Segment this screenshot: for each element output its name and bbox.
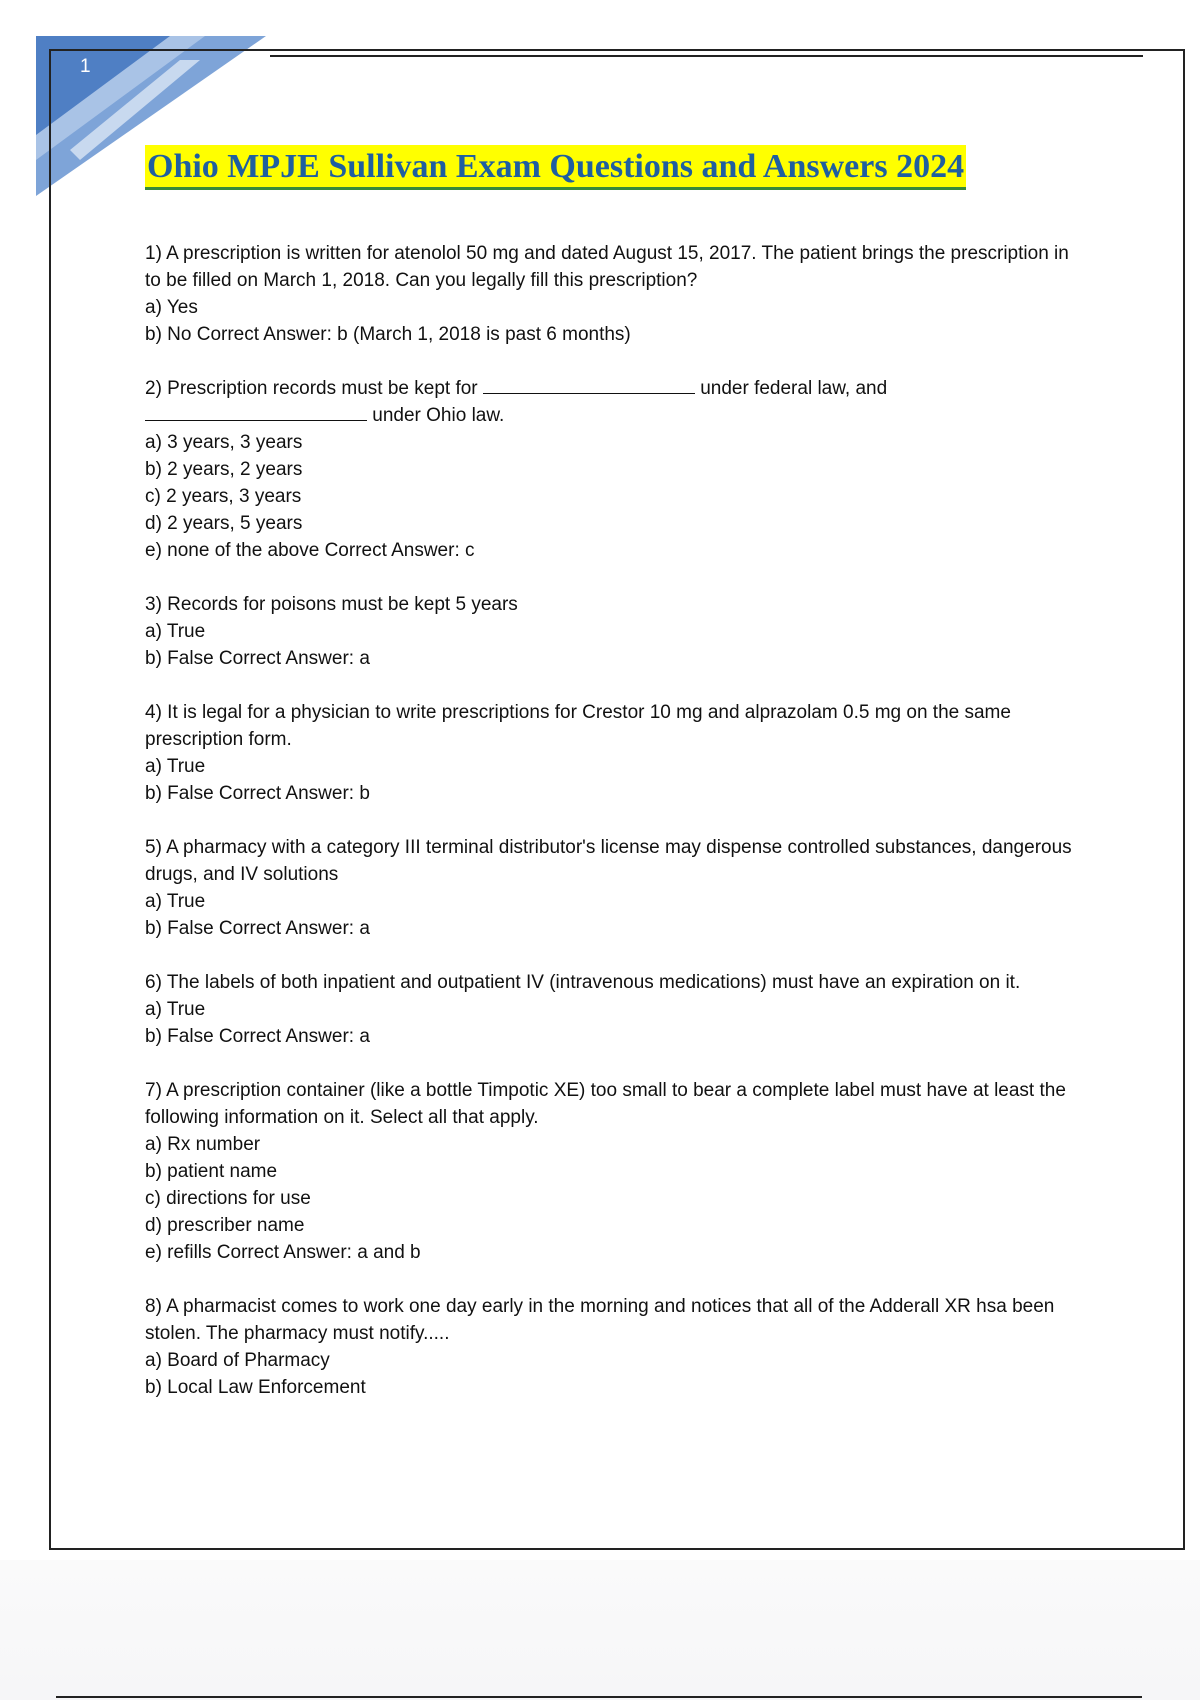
answer-option: a) 3 years, 3 years [145, 432, 303, 453]
answer-option: a) True [145, 756, 206, 777]
question-text: 4) It is legal for a physician to write prescriptions for Crestor 10 mg and alprazolam 0.5 mg on the same prescription form. [145, 702, 1011, 750]
page-bottom-area [0, 1560, 1200, 1700]
answer-option: a) True [145, 999, 206, 1020]
answer-option: d) prescriber name [145, 1215, 305, 1236]
answer-option: a) Yes [145, 297, 198, 318]
answer-option: b) Local Law Enforcement [145, 1377, 366, 1398]
footer-rule [56, 1696, 1142, 1698]
fill-in-blank [483, 375, 695, 394]
question-5 [145, 834, 1075, 942]
answer-option: a) True [145, 891, 206, 912]
question-text: 5) A pharmacy with a category III terminal distributor's license may dispense controlled substances, dangerous drugs, and IV solutions [145, 837, 1072, 885]
question-text: 1) A prescription is written for atenolol 50 mg and dated August 15, 2017. The patient brings the prescription in to be filled on March 1, 2018. Can you legally fill this prescription? [145, 243, 1069, 291]
answer-option: a) Rx number [145, 1134, 261, 1155]
question-text-part: 2) Prescription records must be kept for [145, 378, 483, 399]
question-text-part: under federal law, and [694, 378, 888, 399]
answer-option: b) No Correct Answer: b (March 1, 2018 is past 6 months) [145, 324, 631, 345]
answer-option: c) directions for use [145, 1188, 311, 1209]
question-4 [145, 699, 1075, 807]
answer-option: b) False Correct Answer: b [145, 783, 370, 804]
question-7 [145, 1077, 1075, 1266]
question-text: 7) A prescription container (like a bottle Timpotic XE) too small to bear a complete label must have at least the following information on it. Select all that apply. [145, 1080, 1066, 1128]
question-text-part: under Ohio law. [367, 405, 505, 426]
document-title: Ohio MPJE Sullivan Exam Questions and Answers 2024 [145, 145, 966, 190]
answer-option: c) 2 years, 3 years [145, 486, 302, 507]
question-3 [145, 591, 1075, 672]
answer-option: b) False Correct Answer: a [145, 648, 370, 669]
answer-option: b) 2 years, 2 years [145, 459, 303, 480]
question-6 [145, 969, 1075, 1050]
question-list [145, 240, 1075, 1428]
question-text: 8) A pharmacist comes to work one day early in the morning and notices that all of the Adderall XR hsa been stolen. The pharmacy must notify..... [145, 1296, 1055, 1344]
question-1 [145, 240, 1075, 348]
fill-in-blank [145, 402, 367, 421]
question-8 [145, 1293, 1075, 1401]
answer-option: a) Board of Pharmacy [145, 1350, 330, 1371]
question-text: 3) Records for poisons must be kept 5 years [145, 594, 518, 615]
question-text [145, 375, 1075, 429]
question-text: 6) The labels of both inpatient and outpatient IV (intravenous medications) must have an expiration on it. [145, 972, 1021, 993]
answer-option: d) 2 years, 5 years [145, 513, 303, 534]
question-2 [145, 375, 1075, 564]
answer-option: e) none of the above Correct Answer: c [145, 540, 475, 561]
answer-option: b) False Correct Answer: a [145, 1026, 370, 1047]
answer-option: a) True [145, 621, 206, 642]
answer-option: e) refills Correct Answer: a and b [145, 1242, 421, 1263]
page-number: 1 [80, 56, 91, 77]
answer-option: b) patient name [145, 1161, 278, 1182]
answer-option: b) False Correct Answer: a [145, 918, 370, 939]
